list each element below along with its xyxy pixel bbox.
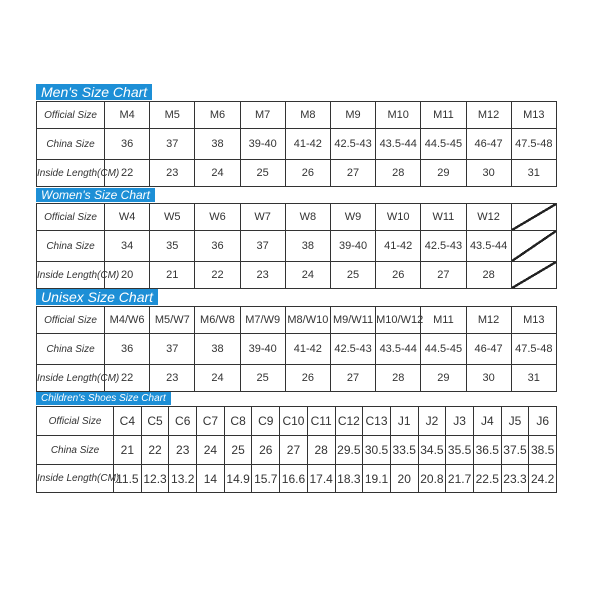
size-cell: 13.2 (169, 465, 197, 493)
size-cell: 39-40 (240, 129, 285, 160)
size-cell: 25 (224, 436, 252, 465)
size-cell: 26 (285, 365, 330, 392)
size-cell: W12 (466, 204, 511, 231)
size-cell: 24 (197, 436, 225, 465)
size-cell: 28 (376, 365, 421, 392)
size-cell: 41-42 (285, 334, 330, 365)
childrens-chart-title: Children's Shoes Size Chart (36, 392, 171, 405)
size-cell: 28 (376, 160, 421, 187)
size-cell: 36.5 (473, 436, 501, 465)
empty-slash-cell (511, 204, 556, 231)
size-cell: M11 (421, 307, 466, 334)
size-cell: C4 (114, 407, 142, 436)
mens-row-inside-length (37, 160, 557, 187)
size-cell: 47.5-48 (511, 129, 556, 160)
size-cell: 35.5 (446, 436, 474, 465)
size-cell: 25 (330, 262, 375, 289)
womens-row-china-size (37, 231, 557, 262)
womens-size-table (36, 203, 557, 289)
size-cell: 37.5 (501, 436, 529, 465)
size-cell: 23.3 (501, 465, 529, 493)
size-cell: J6 (529, 407, 557, 436)
size-cell: W6 (195, 204, 240, 231)
size-cell: M5/W7 (150, 307, 195, 334)
size-cell: 38 (285, 231, 330, 262)
size-cell: 24 (285, 262, 330, 289)
row-label: Inside Length(CM) (37, 465, 114, 493)
size-cell: 27 (421, 262, 466, 289)
mens-size-table (36, 101, 557, 187)
size-cell: M6/W8 (195, 307, 240, 334)
size-cell: 15.7 (252, 465, 280, 493)
row-label: China Size (37, 436, 114, 465)
size-cell: 30.5 (363, 436, 391, 465)
size-cell: M10/W12 (376, 307, 421, 334)
size-cell: 24 (195, 160, 240, 187)
size-cell: 30 (466, 160, 511, 187)
size-cell: 34.5 (418, 436, 446, 465)
size-cell: J3 (446, 407, 474, 436)
womens-chart-title: Women's Size Chart (36, 188, 155, 202)
size-cell: 43.5-44 (376, 129, 421, 160)
size-cell: C8 (224, 407, 252, 436)
row-label: China Size (37, 334, 105, 365)
size-cell: 36 (105, 334, 150, 365)
size-cell: W11 (421, 204, 466, 231)
size-cell: 29.5 (335, 436, 363, 465)
size-cell: M7 (240, 102, 285, 129)
size-cell: W10 (376, 204, 421, 231)
size-cell: M4/W6 (105, 307, 150, 334)
size-cell: 28 (307, 436, 335, 465)
size-cell: 36 (105, 129, 150, 160)
size-cell: 36 (195, 231, 240, 262)
size-cell: 41-42 (285, 129, 330, 160)
size-cell: 44.5-45 (421, 334, 466, 365)
size-cell: J2 (418, 407, 446, 436)
size-cell: C13 (363, 407, 391, 436)
size-cell: C7 (197, 407, 225, 436)
size-cell: W8 (285, 204, 330, 231)
size-cell: 11.5 (114, 465, 142, 493)
row-label: Inside Length(CM) (37, 160, 105, 187)
size-cell: 42.5-43 (421, 231, 466, 262)
empty-slash-cell (511, 231, 556, 262)
womens-row-inside-length (37, 262, 557, 289)
size-cell: 39-40 (330, 231, 375, 262)
size-cell: 35 (150, 231, 195, 262)
size-cell: 20 (105, 262, 150, 289)
size-cell: J1 (390, 407, 418, 436)
size-cell: M12 (466, 102, 511, 129)
size-cell: M9 (330, 102, 375, 129)
row-label: Official Size (37, 307, 105, 334)
row-label: Inside Length(CM) (37, 365, 105, 392)
size-cell: 29 (421, 160, 466, 187)
row-label: Official Size (37, 102, 105, 129)
size-cell: 26 (285, 160, 330, 187)
row-label: Inside Length(CM) (37, 262, 105, 289)
size-cell: 39-40 (240, 334, 285, 365)
size-cell: 22 (141, 436, 169, 465)
unisex-size-table (36, 306, 557, 392)
size-cell: M9/W11 (330, 307, 375, 334)
size-cell: W9 (330, 204, 375, 231)
size-cell: 24.2 (529, 465, 557, 493)
size-cell: 22 (105, 365, 150, 392)
row-label: China Size (37, 231, 105, 262)
size-cell: W4 (105, 204, 150, 231)
size-cell: 46-47 (466, 129, 511, 160)
childrens-size-table (36, 406, 557, 493)
row-label: Official Size (37, 407, 114, 436)
size-cell: 21 (150, 262, 195, 289)
size-cell: 34 (105, 231, 150, 262)
size-cell: 30 (466, 365, 511, 392)
size-cell: C10 (280, 407, 308, 436)
mens-row-official-size (37, 102, 557, 129)
unisex-row-official-size (37, 307, 557, 334)
size-cell: C6 (169, 407, 197, 436)
size-cell: 21 (114, 436, 142, 465)
size-cell: 17.4 (307, 465, 335, 493)
size-cell: 18.3 (335, 465, 363, 493)
size-cell: 31 (511, 160, 556, 187)
size-cell: 46-47 (466, 334, 511, 365)
size-cell: M4 (105, 102, 150, 129)
size-cell: 47.5-48 (511, 334, 556, 365)
size-cell: 21.7 (446, 465, 474, 493)
unisex-chart-title: Unisex Size Chart (36, 289, 158, 305)
size-cell: 44.5-45 (421, 129, 466, 160)
size-cell: 29 (421, 365, 466, 392)
size-cell: 37 (240, 231, 285, 262)
size-cell: C9 (252, 407, 280, 436)
size-cell: 27 (330, 365, 375, 392)
mens-chart-title: Men's Size Chart (36, 84, 152, 100)
size-cell: 25 (240, 365, 285, 392)
mens-row-china-size (37, 129, 557, 160)
size-cell: 38.5 (529, 436, 557, 465)
size-cell: 37 (150, 129, 195, 160)
size-cell: 27 (280, 436, 308, 465)
size-cell: 14 (197, 465, 225, 493)
size-cell: 26 (252, 436, 280, 465)
size-cell: 19.1 (363, 465, 391, 493)
empty-slash-cell (511, 262, 556, 289)
size-cell: 20.8 (418, 465, 446, 493)
size-cell: J5 (501, 407, 529, 436)
size-cell: 24 (195, 365, 240, 392)
size-cell: M11 (421, 102, 466, 129)
size-cell: M13 (511, 307, 556, 334)
size-cell: 16.6 (280, 465, 308, 493)
unisex-row-china-size (37, 334, 557, 365)
size-cell: M8 (285, 102, 330, 129)
size-cell: 38 (195, 129, 240, 160)
size-cell: 23 (150, 160, 195, 187)
size-cell: C12 (335, 407, 363, 436)
size-cell: J4 (473, 407, 501, 436)
size-cell: 22 (105, 160, 150, 187)
size-cell: C11 (307, 407, 335, 436)
size-cell: 42.5-43 (330, 334, 375, 365)
size-cell: C5 (141, 407, 169, 436)
size-cell: 23 (150, 365, 195, 392)
size-cell: 43.5-44 (466, 231, 511, 262)
size-cell: 33.5 (390, 436, 418, 465)
size-cell: M8/W10 (285, 307, 330, 334)
size-cell: M6 (195, 102, 240, 129)
row-label: Official Size (37, 204, 105, 231)
size-cell: 41-42 (376, 231, 421, 262)
size-cell: 37 (150, 334, 195, 365)
size-cell: 28 (466, 262, 511, 289)
size-cell: 14.9 (224, 465, 252, 493)
size-cell: 12.3 (141, 465, 169, 493)
size-cell: 31 (511, 365, 556, 392)
row-label: China Size (37, 129, 105, 160)
size-cell: 23 (240, 262, 285, 289)
size-cell: 43.5-44 (376, 334, 421, 365)
size-cell: 25 (240, 160, 285, 187)
size-cell: 22 (195, 262, 240, 289)
size-cell: W5 (150, 204, 195, 231)
children-row-china-size (37, 436, 557, 465)
size-cell: 42.5-43 (330, 129, 375, 160)
size-cell: M10 (376, 102, 421, 129)
unisex-row-inside-length (37, 365, 557, 392)
womens-row-official-size (37, 204, 557, 231)
size-cell: 23 (169, 436, 197, 465)
size-cell: 27 (330, 160, 375, 187)
size-cell: M7/W9 (240, 307, 285, 334)
size-cell: M12 (466, 307, 511, 334)
children-row-official-size (37, 407, 557, 436)
size-cell: M5 (150, 102, 195, 129)
size-cell: 20 (390, 465, 418, 493)
children-row-inside-length (37, 465, 557, 493)
size-cell: 38 (195, 334, 240, 365)
size-cell: 22.5 (473, 465, 501, 493)
size-cell: M13 (511, 102, 556, 129)
size-cell: W7 (240, 204, 285, 231)
size-cell: 26 (376, 262, 421, 289)
